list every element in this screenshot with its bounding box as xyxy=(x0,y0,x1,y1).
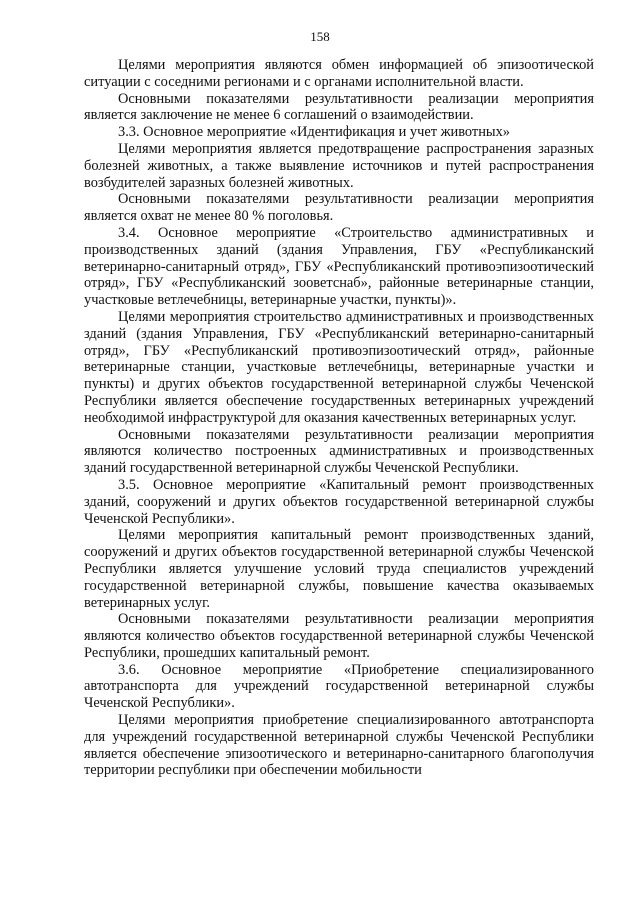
paragraph-indicators-livestock-coverage: Основными показателями результативности реализации мероприятия является охват не менее 80 % поголовья. xyxy=(84,191,594,225)
paragraph-indicators-buildings-built: Основными показателями результативности реализации мероприятия являются количество построенных административных и производственных зданий государственной ветеринарной службы Чеченской Республики. xyxy=(84,426,594,477)
section-heading-3-5: 3.5. Основное мероприятие «Капитальный ремонт производственных зданий, сооружений и других объектов государственной ветеринарной службы Чеченской Республики». xyxy=(84,476,594,527)
section-heading-3-3: 3.3. Основное мероприятие «Идентификация и учет животных» xyxy=(118,124,510,141)
paragraph-goals-capital-repair: Целями мероприятия капитальный ремонт производственных зданий, сооружений и других объектов государственной ветеринарной службы Чеченской Республики является улучшение условий труда специалистов учреждений государственной ветеринарной службы, повышение качества оказываемых ветеринарных услуг. xyxy=(84,527,594,611)
section-heading-3-4: 3.4. Основное мероприятие «Строительство административных и производственных зданий (здания Управления, ГБУ «Республиканский ветеринарно-санитарный отряд», ГБУ «Республиканский противоэпизоотический отряд», ГБУ «Республиканский зооветснаб», районные ветеринарные станции, участковые ветлечебницы, ветеринарные участки, пункты)». xyxy=(84,224,594,309)
page-number: 158 xyxy=(310,29,330,44)
section-heading-3-6: 3.6. Основное мероприятие «Приобретение специализированного автотранспорта для учреждений государственной ветеринарной службы Чеченской Республики». xyxy=(84,661,594,712)
paragraph-goals-info-exchange: Целями мероприятия являются обмен информацией об эпизоотической ситуации с соседними регионами и с органами исполнительной власти. xyxy=(84,57,594,90)
document-body xyxy=(84,57,594,779)
paragraph-goals-construction: Целями мероприятия строительство административных и производственных зданий (здания Управления, ГБУ «Республиканский ветеринарно-санитарный отряд», ГБУ «Республиканский противоэпизоотический отряд», районные ветеринарные станции, участковые ветлечебницы, ветеринарные участки и пункты) и других объектов государственной ветеринарной службы Чеченской Республики является обеспечение государственных ветеринарных учреждений необходимой инфраструктурой для оказания качественных ветеринарных услуг. xyxy=(84,308,594,426)
paragraph-goals-disease-prevention: Целями мероприятия является предотвращение распространения заразных болезней животных, а также выявление источников и путей распространения возбудителей заразных болезней животных. xyxy=(84,140,594,191)
paragraph-goals-vehicle-purchase: Целями мероприятия приобретение специализированного автотранспорта для учреждений государственной ветеринарной службы Чеченской Республики является обеспечение эпизоотического и ветеринарно-санитарного благополучия территории республики при обеспечении мобильности xyxy=(84,712,594,779)
paragraph-indicators-objects-repaired: Основными показателями результативности реализации мероприятия являются количество объектов государственной ветеринарной службы Чеченской Республики, прошедших капитальный ремонт. xyxy=(84,611,594,661)
paragraph-indicators-agreements: Основными показателями результативности реализации мероприятия является заключение не менее 6 соглашений о взаимодействии. xyxy=(84,90,594,124)
